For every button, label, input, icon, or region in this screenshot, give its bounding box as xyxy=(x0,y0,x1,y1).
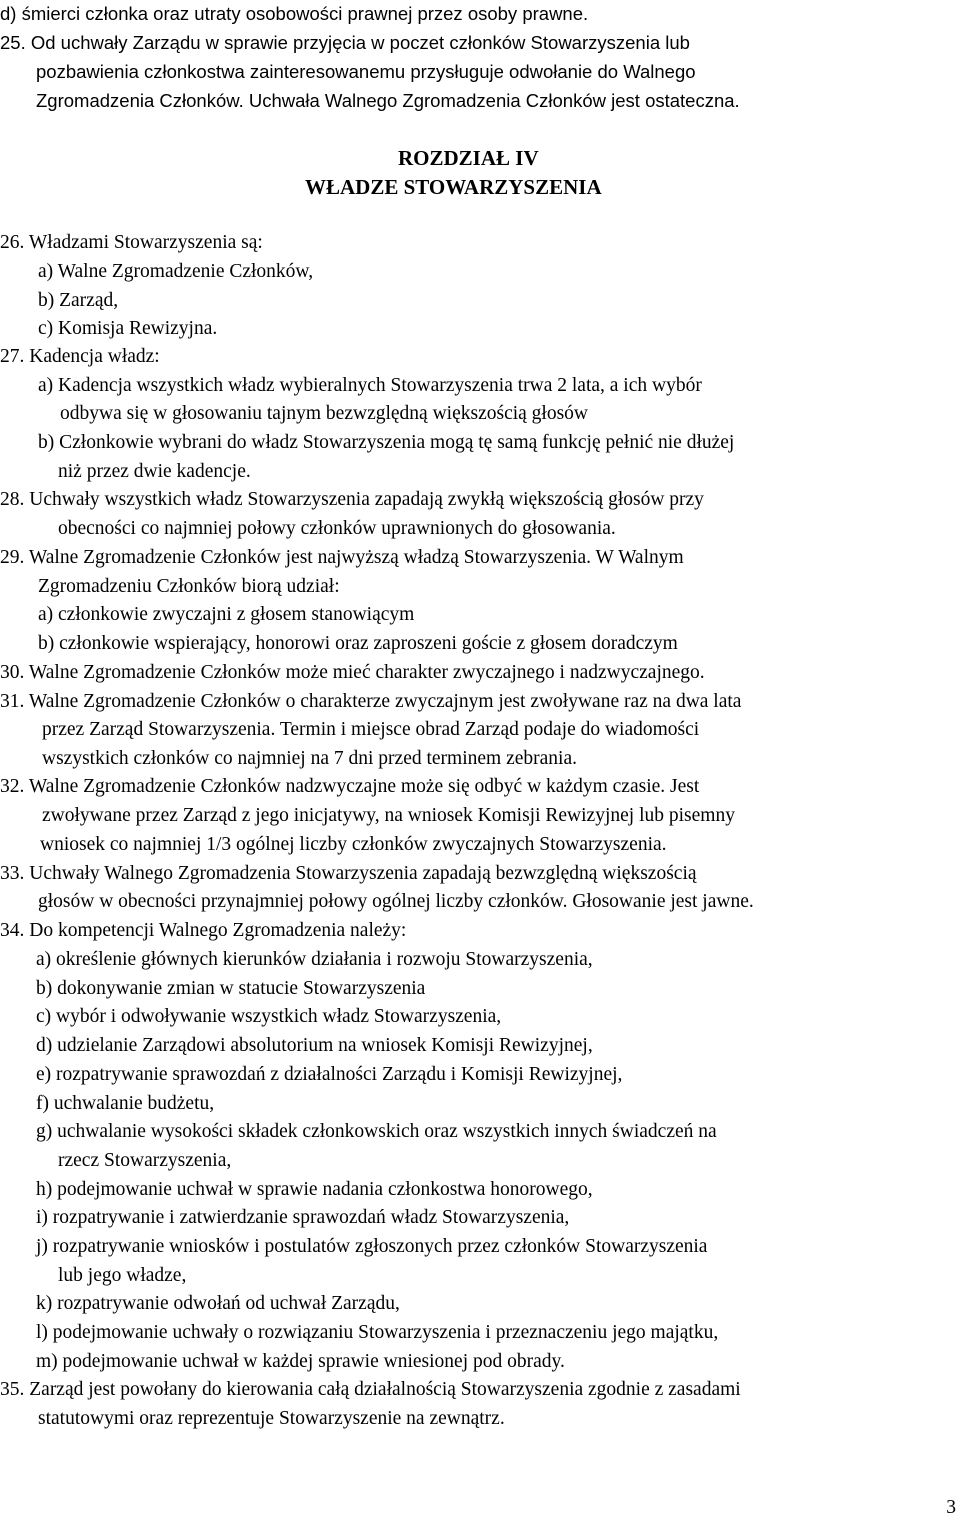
list-item: b) dokonywanie zmian w statucie Stowarzyszenia xyxy=(36,978,426,999)
paragraph-26-line-1: 26. Władzami Stowarzyszenia są: xyxy=(0,232,263,253)
paragraph-34-line-1: 34. Do kompetencji Walnego Zgromadzenia należy: xyxy=(0,920,407,941)
list-item: h) podejmowanie uchwał w sprawie nadania członkostwa honorowego, xyxy=(36,1179,593,1200)
list-item: a) członkowie zwyczajni z głosem stanowiącym xyxy=(38,604,415,625)
list-item-continuation: niż przez dwie kadencje. xyxy=(58,461,251,482)
list-item: i) rozpatrywanie i zatwierdzanie sprawozdań władz Stowarzyszenia, xyxy=(36,1207,570,1228)
list-item: c) Komisja Rewizyjna. xyxy=(38,318,218,339)
list-item: l) podejmowanie uchwały o rozwiązaniu Stowarzyszenia i przeznaczeniu jego majątku, xyxy=(36,1322,719,1343)
paragraph-33-line-2: głosów w obecności przynajmniej połowy ogólnej liczby członków. Głosowanie jest jawne. xyxy=(38,891,754,912)
list-item-continuation: rzecz Stowarzyszenia, xyxy=(58,1150,232,1171)
list-item: j) rozpatrywanie wniosków i postulatów zgłoszonych przez członków Stowarzyszenia xyxy=(36,1236,708,1257)
paragraph-30-line-1: 30. Walne Zgromadzenie Członków może mieć charakter zwyczajnego i nadzwyczajnego. xyxy=(0,662,705,683)
paragraph-25-line-3: Zgromadzenia Członków. Uchwała Walnego Zgromadzenia Członków jest ostateczna. xyxy=(36,90,740,111)
list-item: b) Zarząd, xyxy=(38,290,119,311)
paragraph-25-line-2: pozbawienia członkostwa zainteresowanemu przysługuje odwołanie do Walnego xyxy=(36,61,696,82)
list-item: m) podejmowanie uchwał w każdej sprawie wniesionej pod obrady. xyxy=(36,1351,565,1372)
chapter-title-heading: WŁADZE STOWARZYSZENIA xyxy=(305,175,602,199)
paragraph-31-line-2: przez Zarząd Stowarzyszenia. Termin i miejsce obrad Zarząd podaje do wiadomości xyxy=(42,719,700,740)
list-item: e) rozpatrywanie sprawozdań z działalności Zarządu i Komisji Rewizyjnej, xyxy=(36,1064,623,1085)
paragraph-28-line-2: obecności co najmniej połowy członków uprawnionych do głosowania. xyxy=(58,518,616,539)
list-item: d) udzielanie Zarządowi absolutorium na wniosek Komisji Rewizyjnej, xyxy=(36,1035,593,1056)
paragraph-28-line-1: 28. Uchwały wszystkich władz Stowarzyszenia zapadają zwykłą większością głosów przy xyxy=(0,489,704,510)
list-item: a) Walne Zgromadzenie Członków, xyxy=(38,261,314,282)
paragraph-29-line-2: Zgromadzeniu Członków biorą udział: xyxy=(38,576,340,597)
paragraph-33-line-1: 33. Uchwały Walnego Zgromadzenia Stowarzyszenia zapadają bezwzględną większością xyxy=(0,863,697,884)
list-item: a) Kadencja wszystkich władz wybieralnych Stowarzyszenia trwa 2 lata, a ich wybór xyxy=(38,375,702,396)
paragraph-35-line-2: statutowymi oraz reprezentuje Stowarzyszenie na zewnątrz. xyxy=(38,1408,505,1429)
paragraph-35-line-1: 35. Zarząd jest powołany do kierowania całą działalnością Stowarzyszenia zgodnie z zasadami xyxy=(0,1379,741,1400)
list-item: g) uchwalanie wysokości składek członkowskich oraz wszystkich innych świadczeń na xyxy=(36,1121,717,1142)
list-item: c) wybór i odwoływanie wszystkich władz Stowarzyszenia, xyxy=(36,1006,502,1027)
paragraph-27-line-1: 27. Kadencja władz: xyxy=(0,346,160,367)
chapter-number-heading: ROZDZIAŁ IV xyxy=(398,146,539,170)
list-item: b) członkowie wspierający, honorowi oraz zaproszeni goście z głosem doradczym xyxy=(38,633,678,654)
list-item: b) Członkowie wybrani do władz Stowarzyszenia mogą tę samą funkcję pełnić nie dłużej xyxy=(38,432,735,453)
list-item: f) uchwalanie budżetu, xyxy=(36,1093,215,1114)
paragraph-31-line-1: 31. Walne Zgromadzenie Członków o charakterze zwyczajnym jest zwoływane raz na dwa lata xyxy=(0,691,742,712)
paragraph-29-line-1: 29. Walne Zgromadzenie Członków jest najwyższą władzą Stowarzyszenia. W Walnym xyxy=(0,547,684,568)
list-item: a) określenie głównych kierunków działania i rozwoju Stowarzyszenia, xyxy=(36,949,593,970)
paragraph-32-line-2: zwoływane przez Zarząd z jego inicjatywy, na wniosek Komisji Rewizyjnej lub pisemny xyxy=(42,805,735,826)
list-item-continuation: odbywa się w głosowaniu tajnym bezwzględną większością głosów xyxy=(60,403,589,424)
list-item-continuation: lub jego władze, xyxy=(58,1265,187,1286)
paragraph-32-line-3: wniosek co najmniej 1/3 ogólnej liczby członków zwyczajnych Stowarzyszenia. xyxy=(40,834,667,855)
paragraph-31-line-3: wszystkich członków co najmniej na 7 dni przed terminem zebrania. xyxy=(42,748,577,769)
list-item: k) rozpatrywanie odwołań od uchwał Zarządu, xyxy=(36,1293,400,1314)
text-line: d) śmierci członka oraz utraty osobowości prawnej przez osoby prawne. xyxy=(0,3,589,24)
paragraph-32-line-1: 32. Walne Zgromadzenie Członków nadzwyczajne może się odbyć w każdym czasie. Jest xyxy=(0,776,700,797)
paragraph-25-line-1: 25. Od uchwały Zarządu w sprawie przyjęcia w poczet członków Stowarzyszenia lub xyxy=(0,32,690,53)
page-number: 3 xyxy=(946,1497,956,1518)
